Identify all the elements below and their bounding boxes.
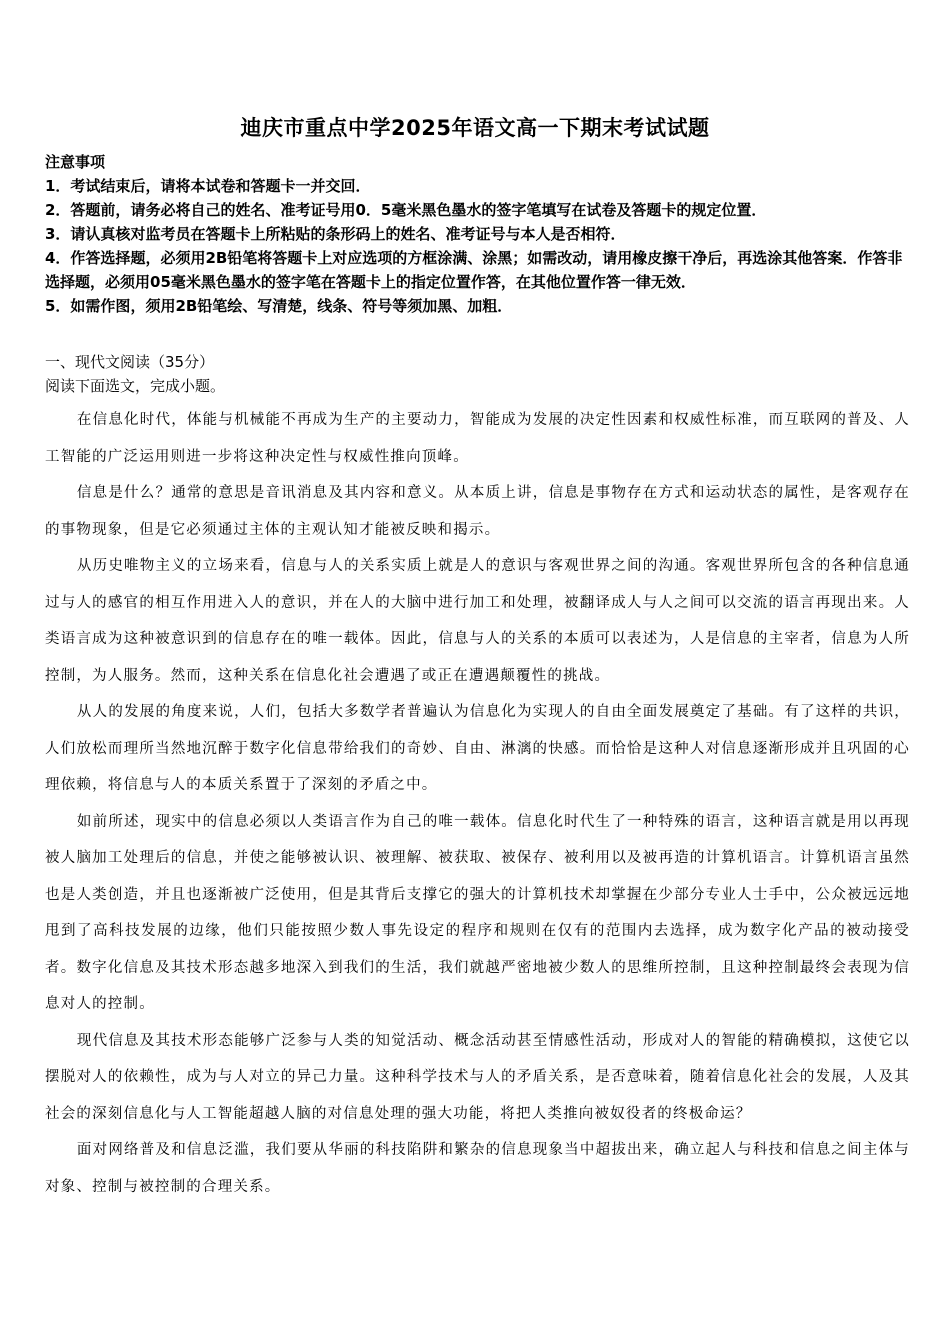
passage-paragraph: 信息是什么？通常的意思是音讯消息及其内容和意义。从本质上讲，信息是事物存在方式和运动状态的属性，是客观存在的事物现象，但是它必须通过主体的主观认知才能被反映和揭示。 (45, 485, 910, 538)
notice-heading: 注意事项 (45, 153, 106, 171)
passage-paragraph: 如前所述，现实中的信息必须以人类语言作为自己的唯一载体。信息化时代生了一种特殊的语言，这种语言就是用以再现被人脑加工处理后的信息，并使之能够被认识、被理解、被获取、被保存、被利用以及被再造的计算机语言。计算机语言虽然也是人类创造，并且也逐渐被广泛使用，但是其背后支撑它的强大的计算机技术却掌握在少部分专业人士手中，公众被远远地甩到了高科技发展的边缘，他们只能按照少数人事先设定的程序和规则在仅有的范围内去选择，成为数字化产品的被动接受者。数字化信息及其技术形态越多地深入到我们的生活，我们就越严密地被少数人的思维所控制，且这种控制最终会表现为信息对人的控制。 (45, 813, 910, 1012)
notice-item: 5．如需作图，须用2B铅笔绘、写清楚，线条、符号等须加黑、加粗． (45, 297, 513, 315)
passage-paragraph: 从历史唯物主义的立场来看，信息与人的关系实质上就是人的意识与客观世界之间的沟通。客观世界所包含的各种信息通过与人的感官的相互作用进入人的意识，并在人的大脑中进行加工和处理，被翻译成人与人之间可以交流的语言再现出来。人类语言成为这种被意识到的信息存在的唯一载体。因此，信息与人的关系的本质可以表述为，人是信息的主宰者，信息为人所控制，为人服务。然而，这种关系在信息化社会遭遇了或正在遭遇颠覆性的挑战。 (45, 558, 910, 684)
notice-item: 2．答题前，请务必将自己的姓名、准考证号用0．5毫米黑色墨水的签字笔填写在试卷及答题卡的规定位置． (45, 201, 767, 219)
page-title: 迪庆市重点中学2025年语文高一下期末考试试题 (240, 116, 710, 140)
section-heading: 一、现代文阅读（35分） (45, 353, 215, 371)
passage-paragraph: 面对网络普及和信息泛滥，我们要从华丽的科技陷阱和繁杂的信息现象当中超拔出来，确立起人与科技和信息之间主体与对象、控制与被控制的合理关系。 (45, 1142, 910, 1195)
section-instructions: 阅读下面选文，完成小题。 (45, 377, 226, 395)
notice-item: 4．作答选择题，必须用2B铅笔将答题卡上对应选项的方框涂满、涂黑；如需改动，请用橡皮擦干净后，再选涂其他答案．作答非选择题，必须用05毫米黑色墨水的签字笔在答题卡上的指定位置作答，在其他位置作答一律无效． (45, 249, 903, 291)
reading-section-header (45, 350, 915, 398)
notice-item: 3．请认真核对监考员在答题卡上所粘贴的条形码上的姓名、准考证号与本人是否相符． (45, 225, 626, 243)
passage-paragraph: 现代信息及其技术形态能够广泛参与人类的知觉活动、概念活动甚至情感性活动，形成对人的智能的精确模拟，这使它以摆脱对人的依赖性，成为与人对立的异己力量。这种科学技术与人的矛盾关系，是否意味着，随着信息化社会的发展，人及其社会的深刻信息化与人工智能超越人脑的对信息处理的强大功能，将把人类推向被奴役者的终极命运？ (45, 1032, 910, 1122)
notice-block (45, 150, 915, 318)
notice-item: 1．考试结束后，请将本试卷和答题卡一并交回． (45, 177, 371, 195)
passage-paragraph: 从人的发展的角度来说，人们，包括大多数学者普遍认为信息化为实现人的自由全面发展奠定了基础。有了这样的共识，人们放松而理所当然地沉醉于数字化信息带给我们的奇妙、自由、淋漓的快感。而恰恰是这种人对信息逐渐形成并且巩固的心理依赖，将信息与人的本质关系置于了深刻的矛盾之中。 (45, 704, 910, 793)
passage-paragraph: 在信息化时代，体能与机械能不再成为生产的主要动力，智能成为发展的决定性因素和权威性标准，而互联网的普及、人工智能的广泛运用则进一步将这种决定性与权威性推向顶峰。 (45, 412, 910, 465)
reading-passage (45, 402, 910, 1205)
